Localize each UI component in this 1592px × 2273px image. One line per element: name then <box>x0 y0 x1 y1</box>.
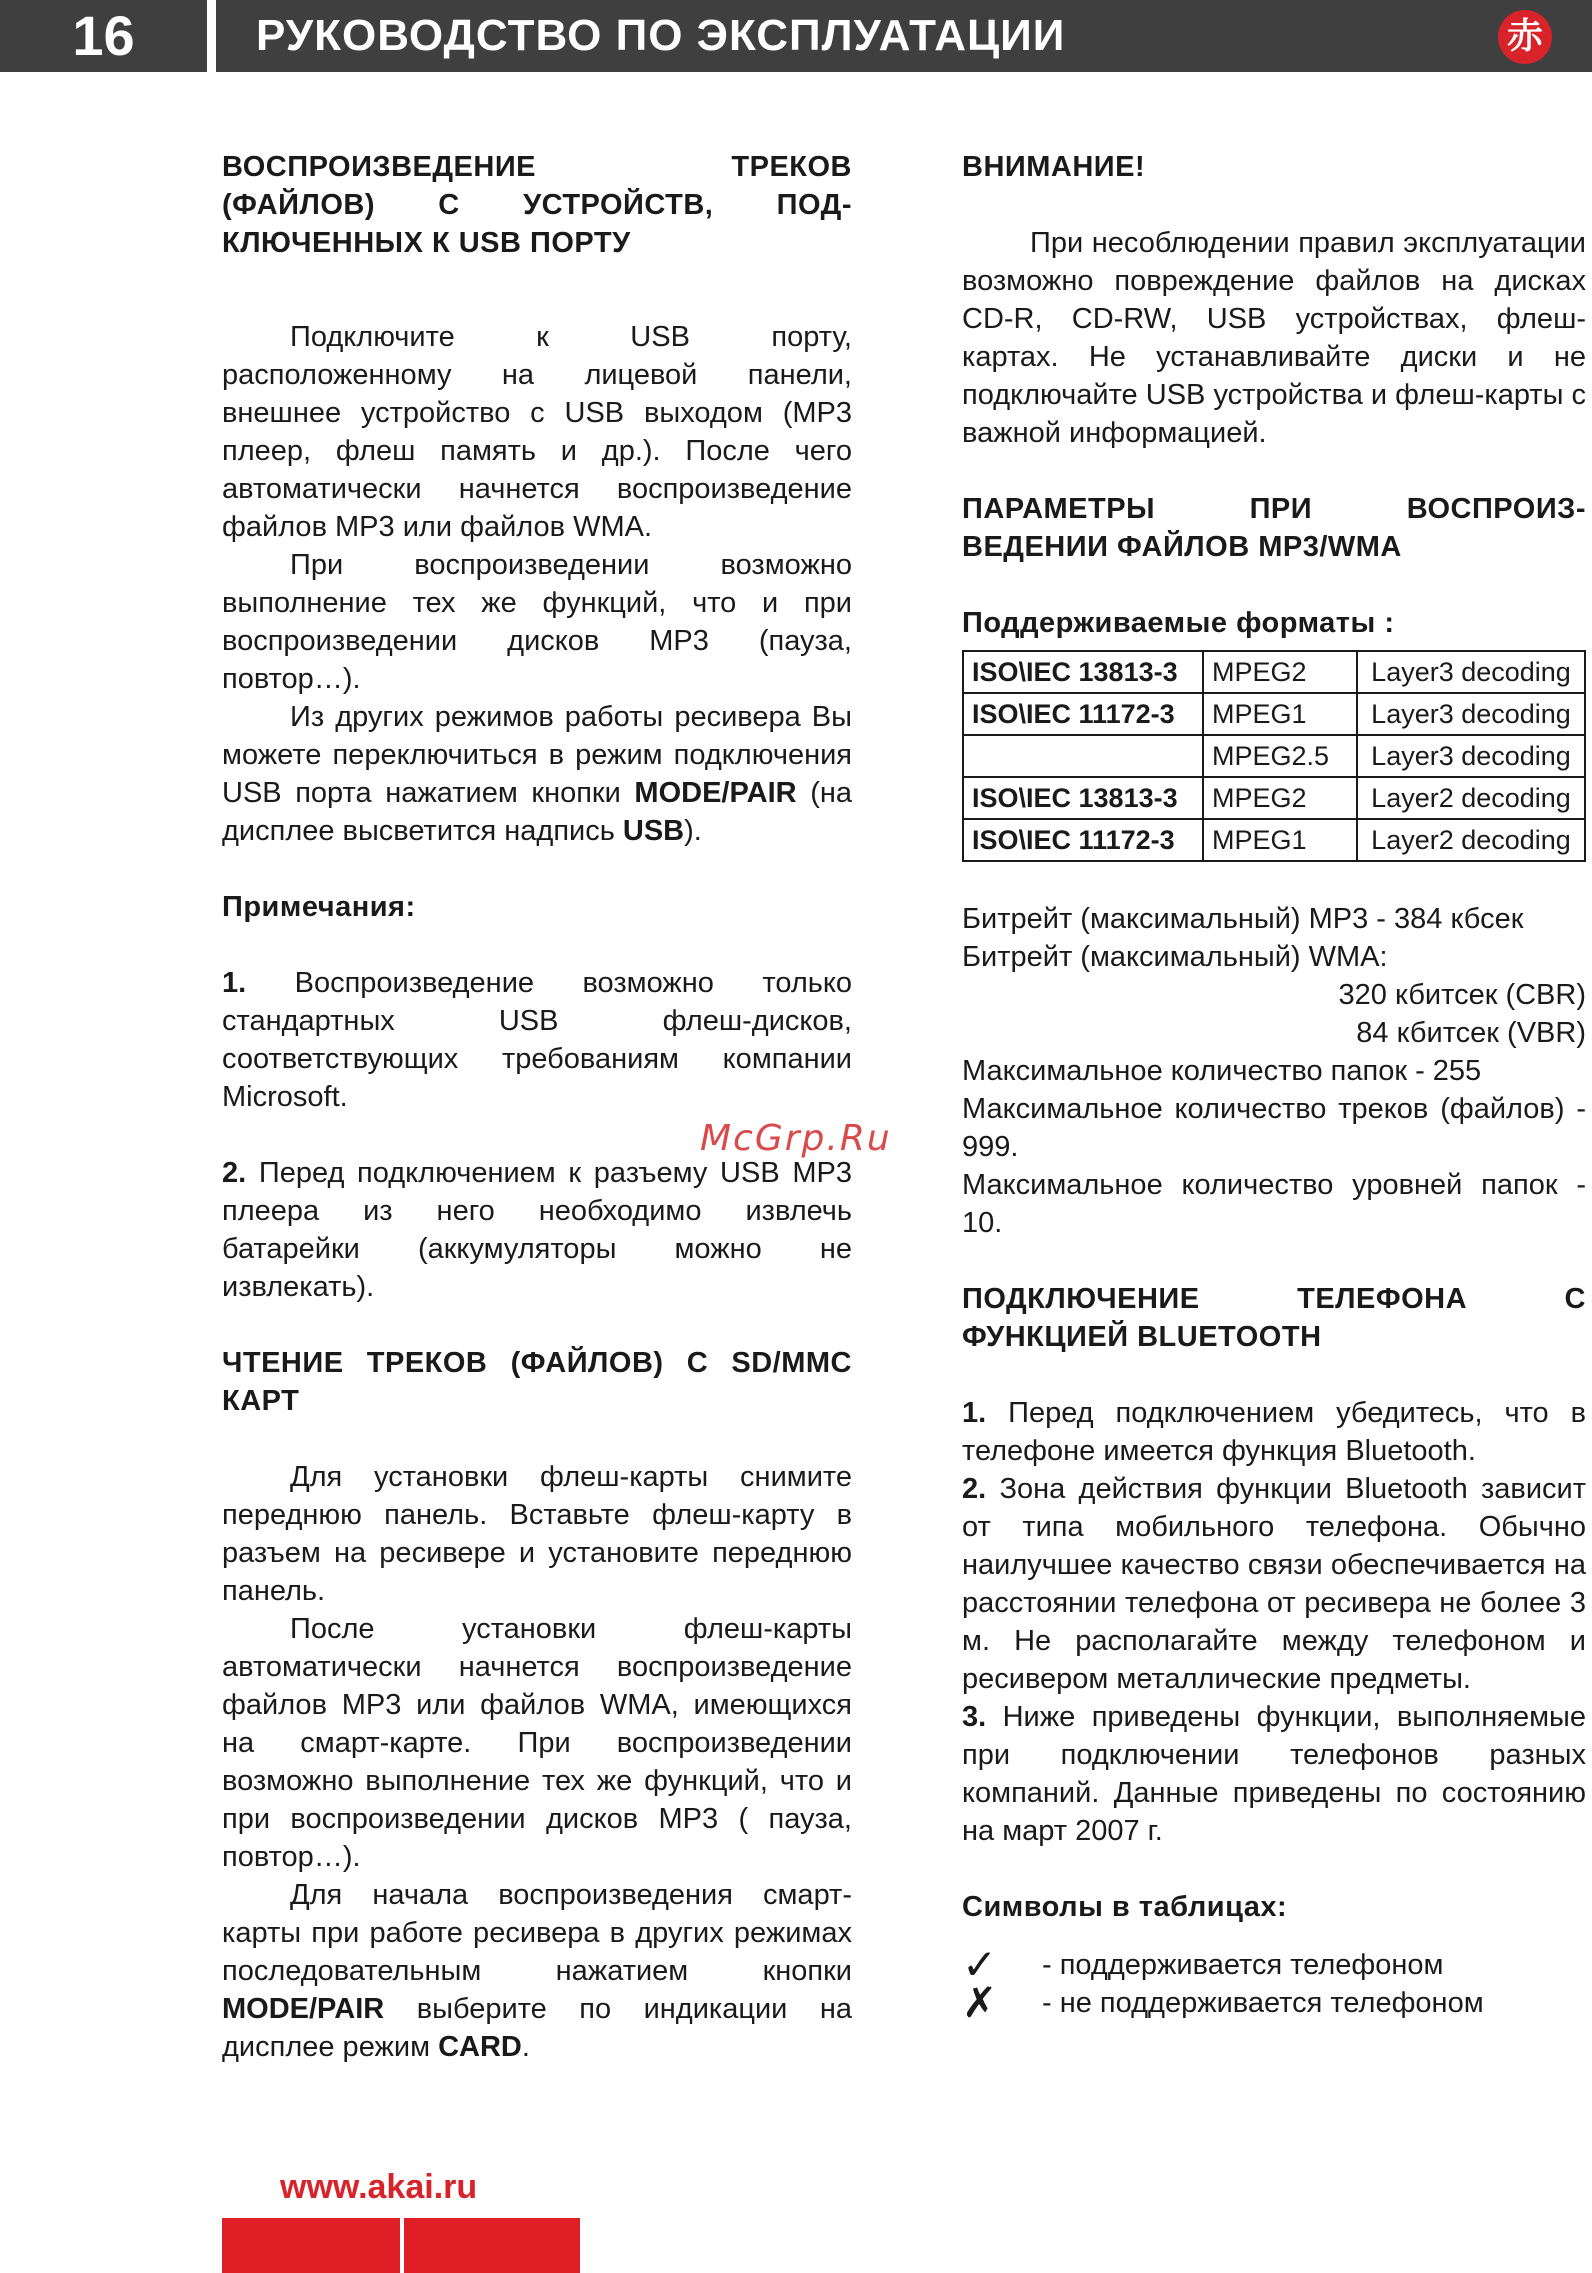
bt-heading-line-1: ПОДКЛЮЧЕНИЕ ТЕЛЕФОНА С <box>962 1283 1586 1315</box>
mpeg-cell: MPEG1 <box>1203 819 1357 861</box>
symbol-unsupported-row <box>962 1979 1586 2026</box>
symbol-supported-text: - поддерживается телефоном <box>1042 1949 1444 1981</box>
layer-cell: Layer2 decoding <box>1357 819 1585 861</box>
sd-paragraph-3: Для начала воспроизведения смарт-карты при работе ресивера в других режимах последовательным нажатием кнопки MODE/PAIR выберите по индикации на дисплее режим CARD. <box>222 1879 852 2063</box>
mpeg-cell: MPEG2.5 <box>1203 735 1357 777</box>
bitrate-wma-cbr: 320 кбитсек (CBR) <box>1338 979 1586 1011</box>
standard-cell: ISO\IEC 11172-3 <box>963 819 1203 861</box>
max-folders: Максимальное количество папок - 255 <box>962 1055 1482 1087</box>
note-1: 1. Воспроизведение возможно только стандартных USB флеш-дисков, соответствующих требованиям компании Microsoft. <box>222 967 852 1113</box>
standard-cell <box>963 735 1203 777</box>
bt-heading-line-2: ФУНКЦИЕЙ BLUETOOTH <box>962 1321 1322 1353</box>
mpeg-cell: MPEG2 <box>1203 777 1357 819</box>
layer-cell: Layer2 decoding <box>1357 777 1585 819</box>
usb-heading-line-2: (ФАЙЛОВ) С УСТРОЙСТВ, ПОД- <box>222 189 852 221</box>
mode-pair-label: MODE/PAIR <box>222 1993 385 2025</box>
mpeg-cell: MPEG1 <box>1203 693 1357 735</box>
note-2: 2. Перед подключением к разъему USB MP3 плеера из него необходимо извлечь батарейки (аккумуляторы можно не извлекать). <box>222 1157 852 1303</box>
usb-label: USB <box>622 815 685 847</box>
usb-heading-line-1: ВОСПРОИЗВЕДЕНИЕ ТРЕКОВ <box>222 151 852 183</box>
cross-icon: ✗ <box>962 1979 998 2026</box>
sd-paragraph-1: Для установки флеш-карты снимите переднюю панель. Вставьте флеш-карту в разъем на ресивере и установите переднюю панель. <box>222 1461 852 1607</box>
bitrate-mp3: Битрейт (максимальный) MP3 - 384 кбсек <box>962 903 1524 935</box>
bt-item-3: 3. Ниже приведены функции, выполняемые при подключении телефонов разных компаний. Данные приведены по состоянию на март 2007 г. <box>962 1701 1586 1847</box>
max-tracks: Максимальное количество треков (файлов) - 999. <box>962 1093 1586 1163</box>
footer-url[interactable]: www.akai.ru <box>280 2168 478 2206</box>
mpeg-cell: MPEG2 <box>1203 651 1357 693</box>
bt-item-2: 2. Зона действия функции Bluetooth зависит от типа мобильного телефона. Обычно наилучшее качество связи обеспечивается на расстоянии телефона от ресивера не более 3 м. Не располагайте между телефоном и ресивером металлические предметы. <box>962 1473 1586 1695</box>
right-column <box>962 148 1586 2026</box>
left-column <box>222 148 852 2066</box>
sd-heading: ЧТЕНИЕ ТРЕКОВ (ФАЙЛОВ) С SD/MMC КАРТ <box>222 1347 852 1417</box>
table-row <box>963 693 1585 735</box>
usb-paragraph-2: При воспроизведении возможно выполнение тех же функций, что и при воспроизведении дисков MP3 (пауза, повтор…). <box>222 549 852 695</box>
sd-paragraph-2: После установки флеш-карты автоматически начнется воспроизведение файлов MP3 или файлов WMA, имеющихся на смарт-карте. При воспроизведении возможно выполнение тех же функций, что и при воспроизведении дисков MP3 ( пауза, повтор…). <box>222 1613 852 1873</box>
usb-paragraph-3: Из других режимов работы ресивера Вы можете переключиться в режим подключения USB порта нажатием кнопки MODE/PAIR (на дисплее высветится надпись USB). <box>222 701 852 847</box>
watermark: McGrp.Ru <box>700 1118 892 1159</box>
symbol-supported-row <box>962 1941 1586 1988</box>
standard-cell: ISO\IEC 13813-3 <box>963 777 1203 819</box>
brand-logo-icon: 赤 <box>1498 10 1552 64</box>
layer-cell: Layer3 decoding <box>1357 735 1585 777</box>
table-row <box>963 819 1585 861</box>
table-row <box>963 735 1585 777</box>
bitrate-wma-vbr: 84 кбитсек (VBR) <box>1356 1017 1586 1049</box>
header-title: РУКОВОДСТВО ПО ЭКСПЛУАТАЦИИ <box>256 11 1066 60</box>
bt-item-1: 1. Перед подключением убедитесь, что в телефоне имеется функция Bluetooth. <box>962 1397 1586 1467</box>
usb-paragraph-1: Подключите к USB порту, расположенному на лицевой панели, внешнее устройство с USB выходом (MP3 плеер, флеш память и др.). После чего автоматически начнется воспроизведение файлов MP3 или файлов WMA. <box>222 321 852 543</box>
max-levels: Максимальное количество уровней папок - 10. <box>962 1169 1586 1239</box>
bitrate-wma: Битрейт (максимальный) WMA: <box>962 941 1388 973</box>
checkmark-icon: ✓ <box>962 1941 998 1988</box>
formats-heading: Поддерживаемые форматы : <box>962 607 1395 639</box>
layer-cell: Layer3 decoding <box>1357 651 1585 693</box>
table-row <box>963 651 1585 693</box>
symbols-heading: Символы в таблицах: <box>962 1891 1288 1923</box>
layer-cell: Layer3 decoding <box>1357 693 1585 735</box>
params-heading-line-2: ВЕДЕНИИ ФАЙЛОВ MP3/WMA <box>962 531 1402 563</box>
card-label: CARD <box>438 2031 522 2063</box>
usb-heading-line-3: КЛЮЧЕННЫХ К USB ПОРТУ <box>222 227 631 259</box>
header-bar <box>216 0 1592 72</box>
attention-text: При несоблюдении правил эксплуатации возможно повреждение файлов на дисках CD-R, CD-RW, USB устройствах, флеш-картах. Не устанавливайте диски и не подключайте USB устройства и флеш-карты с важной информацией. <box>962 227 1586 449</box>
standard-cell: ISO\IEC 13813-3 <box>963 651 1203 693</box>
mode-pair-label: MODE/PAIR <box>634 777 797 809</box>
footer-decor-bar <box>222 2218 400 2273</box>
formats-table <box>962 650 1586 862</box>
standard-cell: ISO\IEC 11172-3 <box>963 693 1203 735</box>
page-number: 16 <box>0 0 207 72</box>
table-row <box>963 777 1585 819</box>
attention-heading: ВНИМАНИЕ! <box>962 151 1146 183</box>
symbol-unsupported-text: - не поддерживается телефоном <box>1042 1987 1484 2019</box>
params-heading-line-1: ПАРАМЕТРЫ ПРИ ВОСПРОИЗ- <box>962 493 1586 525</box>
footer-decor-bar <box>404 2218 580 2273</box>
notes-heading: Примечания: <box>222 891 416 923</box>
